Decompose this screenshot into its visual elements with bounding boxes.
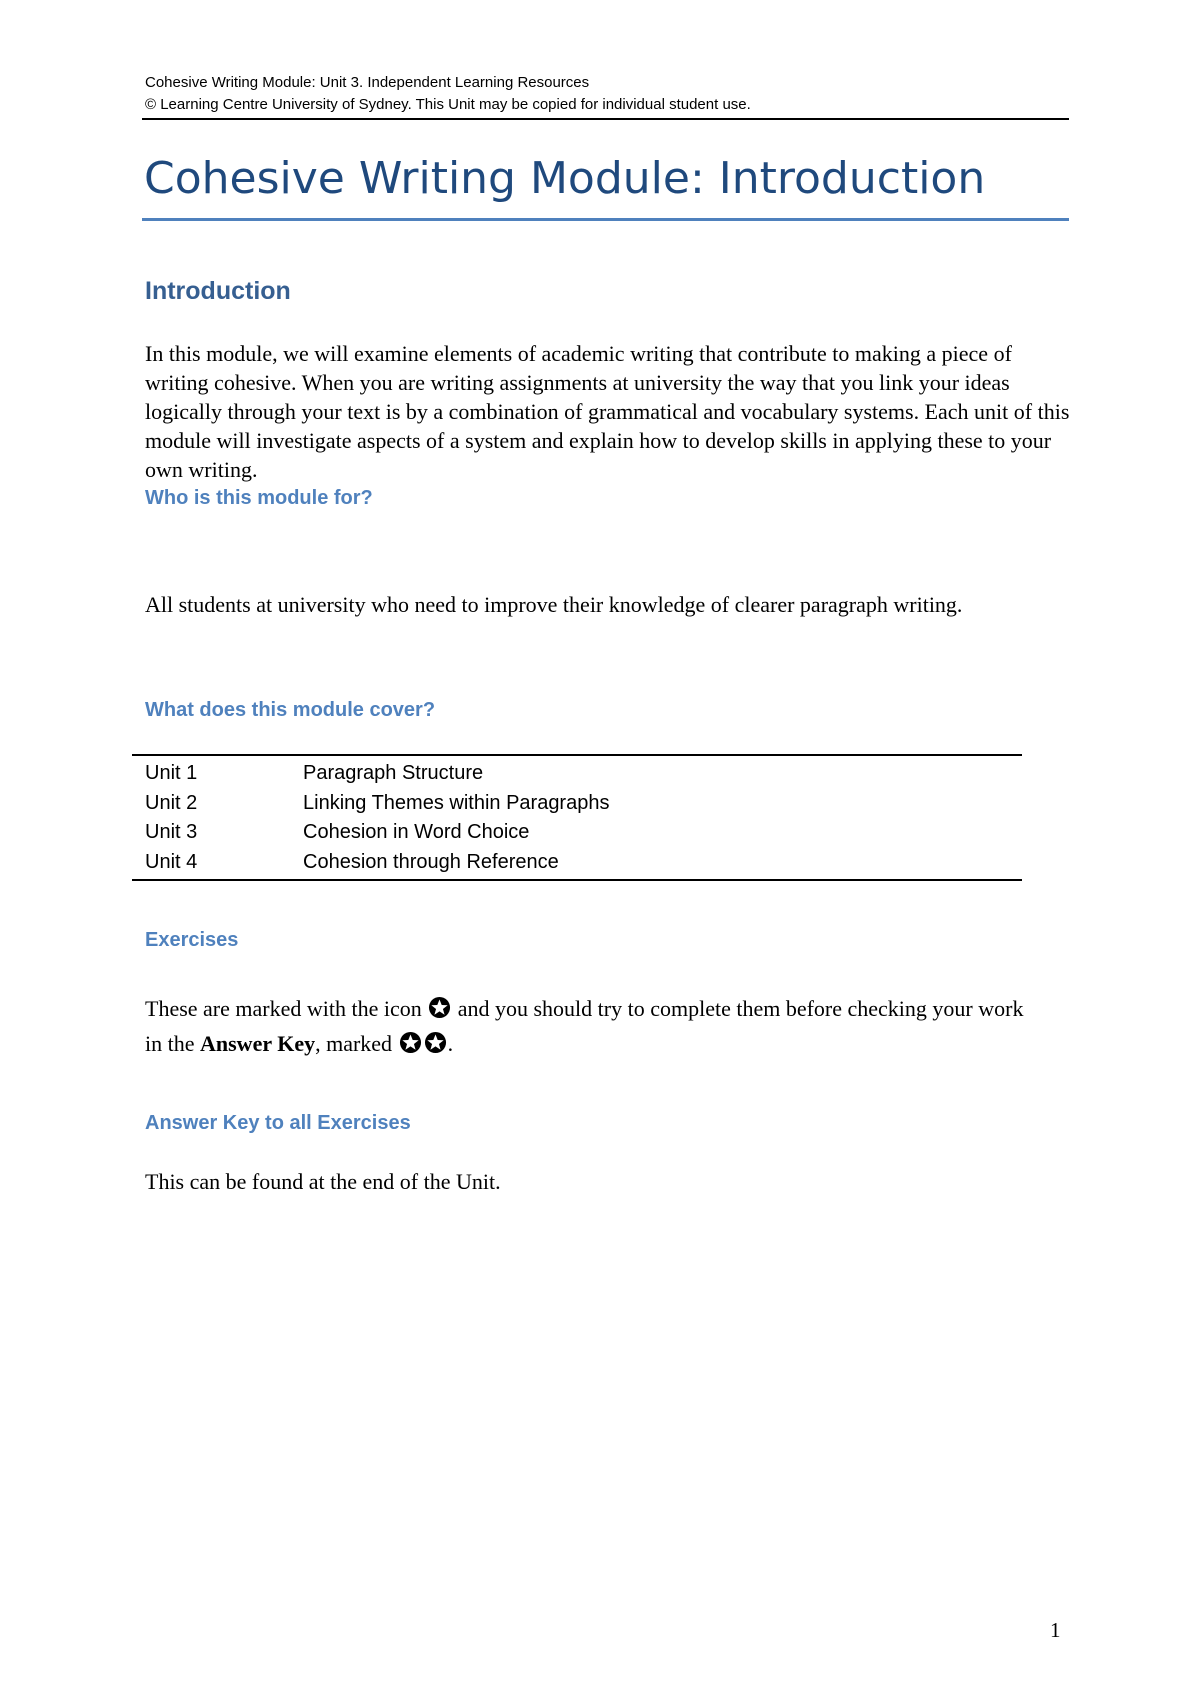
exercises-text-end: . xyxy=(447,1031,454,1056)
table-row xyxy=(132,789,1022,819)
unit-number: Unit 3 xyxy=(145,821,198,843)
page-title: Cohesive Writing Module: Introduction xyxy=(144,153,986,204)
star-circle-icon xyxy=(428,996,451,1019)
unit-number: Unit 2 xyxy=(145,791,198,814)
page-header xyxy=(145,72,1070,116)
title-divider xyxy=(142,218,1069,221)
header-line-1: Cohesive Writing Module: Unit 3. Independent Learning Resources xyxy=(145,74,590,91)
answer-key-heading: Answer Key to all Exercises xyxy=(145,1112,411,1134)
exercises-text-1: These are marked with the icon xyxy=(145,996,422,1021)
unit-title: Paragraph Structure xyxy=(303,762,484,784)
unit-title: Cohesion through Reference xyxy=(303,850,559,873)
unit-number: Unit 1 xyxy=(145,762,198,784)
exercises-text-2: and you should try to complete them before checking your work in the xyxy=(145,996,1024,1056)
cover-heading: What does this module cover? xyxy=(145,699,436,721)
exercises-paragraph xyxy=(145,991,1045,1061)
table-row xyxy=(132,755,1022,789)
header-divider xyxy=(142,118,1069,120)
answer-key-paragraph: This can be found at the end of the Unit. xyxy=(145,1169,501,1194)
star-circle-icon xyxy=(424,1031,447,1054)
header-line-2: © Learning Centre University of Sydney. This Unit may be copied for individual student use. xyxy=(145,96,751,113)
star-circle-icon xyxy=(399,1031,422,1054)
introduction-heading: Introduction xyxy=(145,277,291,305)
exercises-text-3: , marked xyxy=(315,1031,398,1056)
answer-key-label: Answer Key xyxy=(200,1031,316,1056)
units-table xyxy=(132,754,1022,881)
page-number: 1 xyxy=(1050,1618,1061,1642)
table-row xyxy=(132,818,1022,848)
table-row xyxy=(132,848,1022,881)
unit-title: Linking Themes within Paragraphs xyxy=(303,791,610,814)
exercises-heading: Exercises xyxy=(145,929,239,951)
unit-title: Cohesion in Word Choice xyxy=(303,821,530,843)
introduction-paragraph: In this module, we will examine elements of academic writing that contribute to making a piece of writing cohesive. When you are writing assignments at university the way that you link your ideas logically through your text is by a combination of grammatical and vocabulary systems. Each unit of this module will investigate aspects of a system and explain how to develop skills in applying these to your own writing. xyxy=(145,341,1070,482)
unit-number: Unit 4 xyxy=(145,850,198,873)
who-heading: Who is this module for? xyxy=(145,487,373,509)
who-paragraph: All students at university who need to improve their knowledge of clearer paragraph writing. xyxy=(145,592,963,617)
